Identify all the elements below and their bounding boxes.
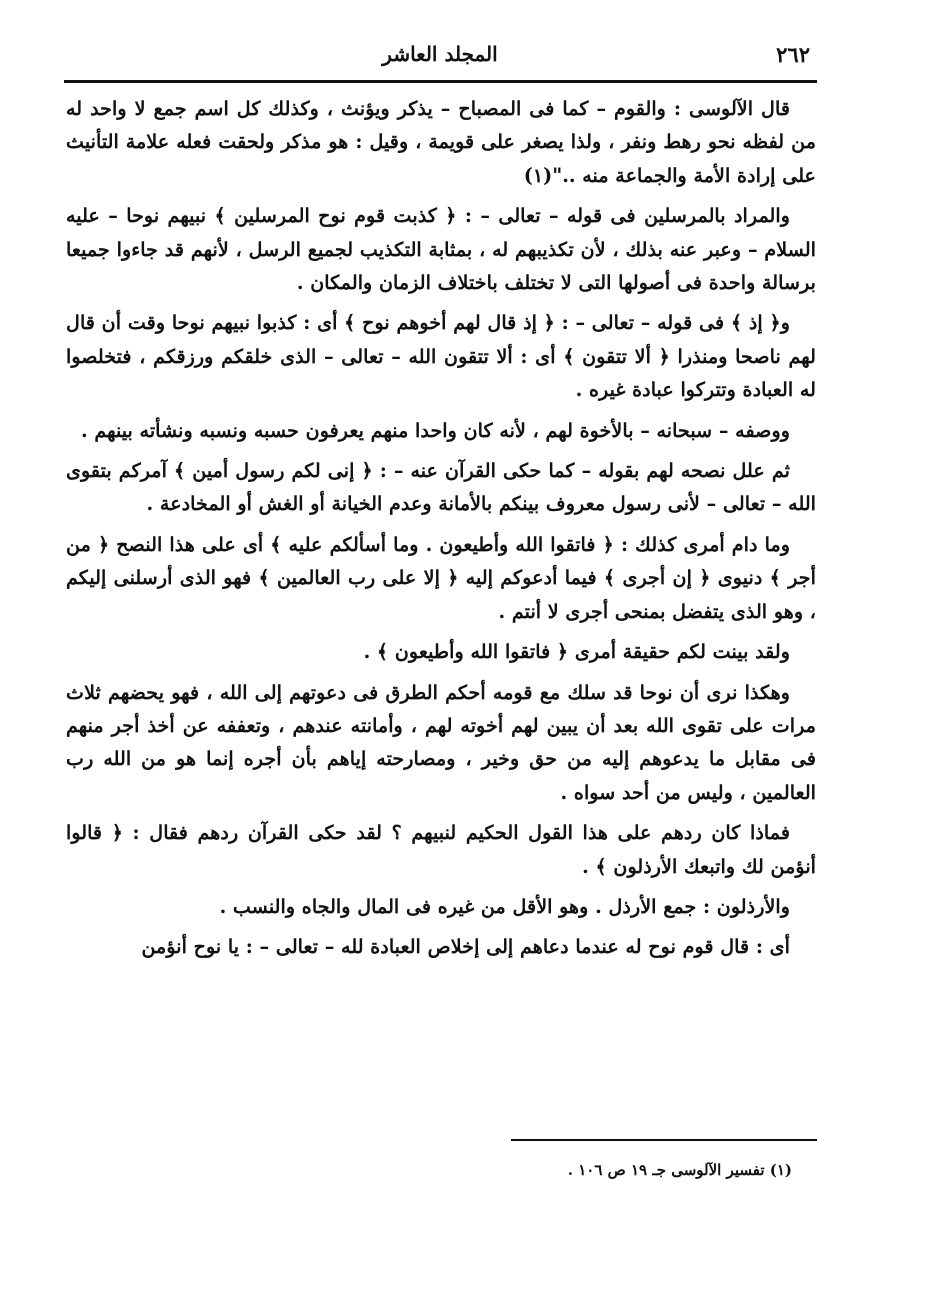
paragraph: فماذا كان ردهم على هذا القول الحكيم لنبيهم ؟ لقد حكى القرآن ردهم فقال : ﴿ قالوا أنؤمن لك واتبعك الأرذلون ﴾ .	[66, 821, 816, 878]
paragraph: ثم علل نصحه لهم بقوله – كما حكى القرآن عنه – : ﴿ إنى لكم رسول أمين ﴾ آمركم بتقوى الله – تعالى – لأنى رسول معروف بينكم بالأمانة وعدم الخيانة أو الغش أو المخادعة .	[66, 459, 816, 516]
paragraph: ووصفه – سبحانه – بالأخوة لهم ، لأنه كان واحدا منهم يعرفون حسبه ونسبه ونشأته بينهم .	[80, 418, 790, 442]
paragraph: قال الآلوسى : والقوم – كما فى المصباح – يذكر ويؤنث ، وكذلك كل اسم جمع لا واحد له من لفظه نحو رهط ونفر ، ولذا يصغر على قويمة ، وقيل : هو مذكر ولحقت فعله علامة التأنيث على إرادة الأمة والجماعة منه .."(١)	[66, 97, 816, 187]
page-header	[64, 36, 816, 76]
paragraph: وما دام أمرى كذلك : ﴿ فاتقوا الله وأطيعون . وما أسألكم عليه ﴾ أى على هذا النصح ﴿ من أجر ﴾ دنيوى ﴿ إن أجرى ﴾ فيما أدعوكم إليه ﴿ إلا على رب العالمين ﴾ فهو الذى أرسلنى إليكم ، وهو الذى يتفضل بمنحى أجرى لا أنتم .	[66, 532, 816, 623]
footnote-rule	[511, 1139, 817, 1141]
paragraph: والأرذلون : جمع الأرذل . وهو الأقل من غيره فى المال والجاه والنسب .	[219, 894, 790, 918]
header-rule	[64, 80, 817, 83]
body-text	[66, 92, 816, 971]
paragraph: والمراد بالمرسلين فى قوله – تعالى – : ﴿ كذبت قوم نوح المرسلين ﴾ نبيهم نوحا – عليه السلام – وعبر عنه بذلك ، لأن تكذيبهم له ، بمثابة التكذيب لجميع الرسل ، لأنهم قد جاءوا جميعا برسالة واحدة فى أصولها التى لا تختلف باختلاف الزمان والمكان .	[66, 204, 816, 295]
paragraph: وهكذا نرى أن نوحا قد سلك مع قومه أحكم الطرق فى دعوتهم إلى الله ، فهو يحضهم ثلاث مرات على تقوى الله بعد أن يبين لهم أخوته لهم ، وأمانته عندهم ، وتعففه عن أخذ أجر منهم فى مقابل ما يدعوهم إليه من حق وخير ، ومصارحته إياهم بأن أجره إنما هو من الله رب العالمين ، وليس من أحد سواه .	[66, 680, 816, 804]
paragraph: ولقد بينت لكم حقيقة أمرى ﴿ فاتقوا الله وأطيعون ﴾ .	[363, 640, 790, 664]
footnote: (١) تفسير الآلوسى جـ ١٩ ص ١٠٦ .	[567, 1161, 792, 1179]
paragraph: أى : قال قوم نوح له عندما دعاهم إلى إخلاص العبادة لله – تعالى – : يا نوح أنؤمن	[141, 935, 790, 959]
paragraph: و﴿ إذ ﴾ فى قوله – تعالى – : ﴿ إذ قال لهم أخوهم نوح ﴾ أى : كذبوا نبيهم نوحا وقت أن قال لهم ناصحا ومنذرا ﴿ ألا تتقون ﴾ أى : ألا تتقون الله – تعالى – الذى خلقكم ورزقكم ، فتخلصوا له العبادة وتتركوا عبادة غيره .	[66, 311, 816, 402]
page-number: ٢٦٢	[776, 42, 810, 67]
running-title: المجلد العاشر	[382, 42, 498, 66]
